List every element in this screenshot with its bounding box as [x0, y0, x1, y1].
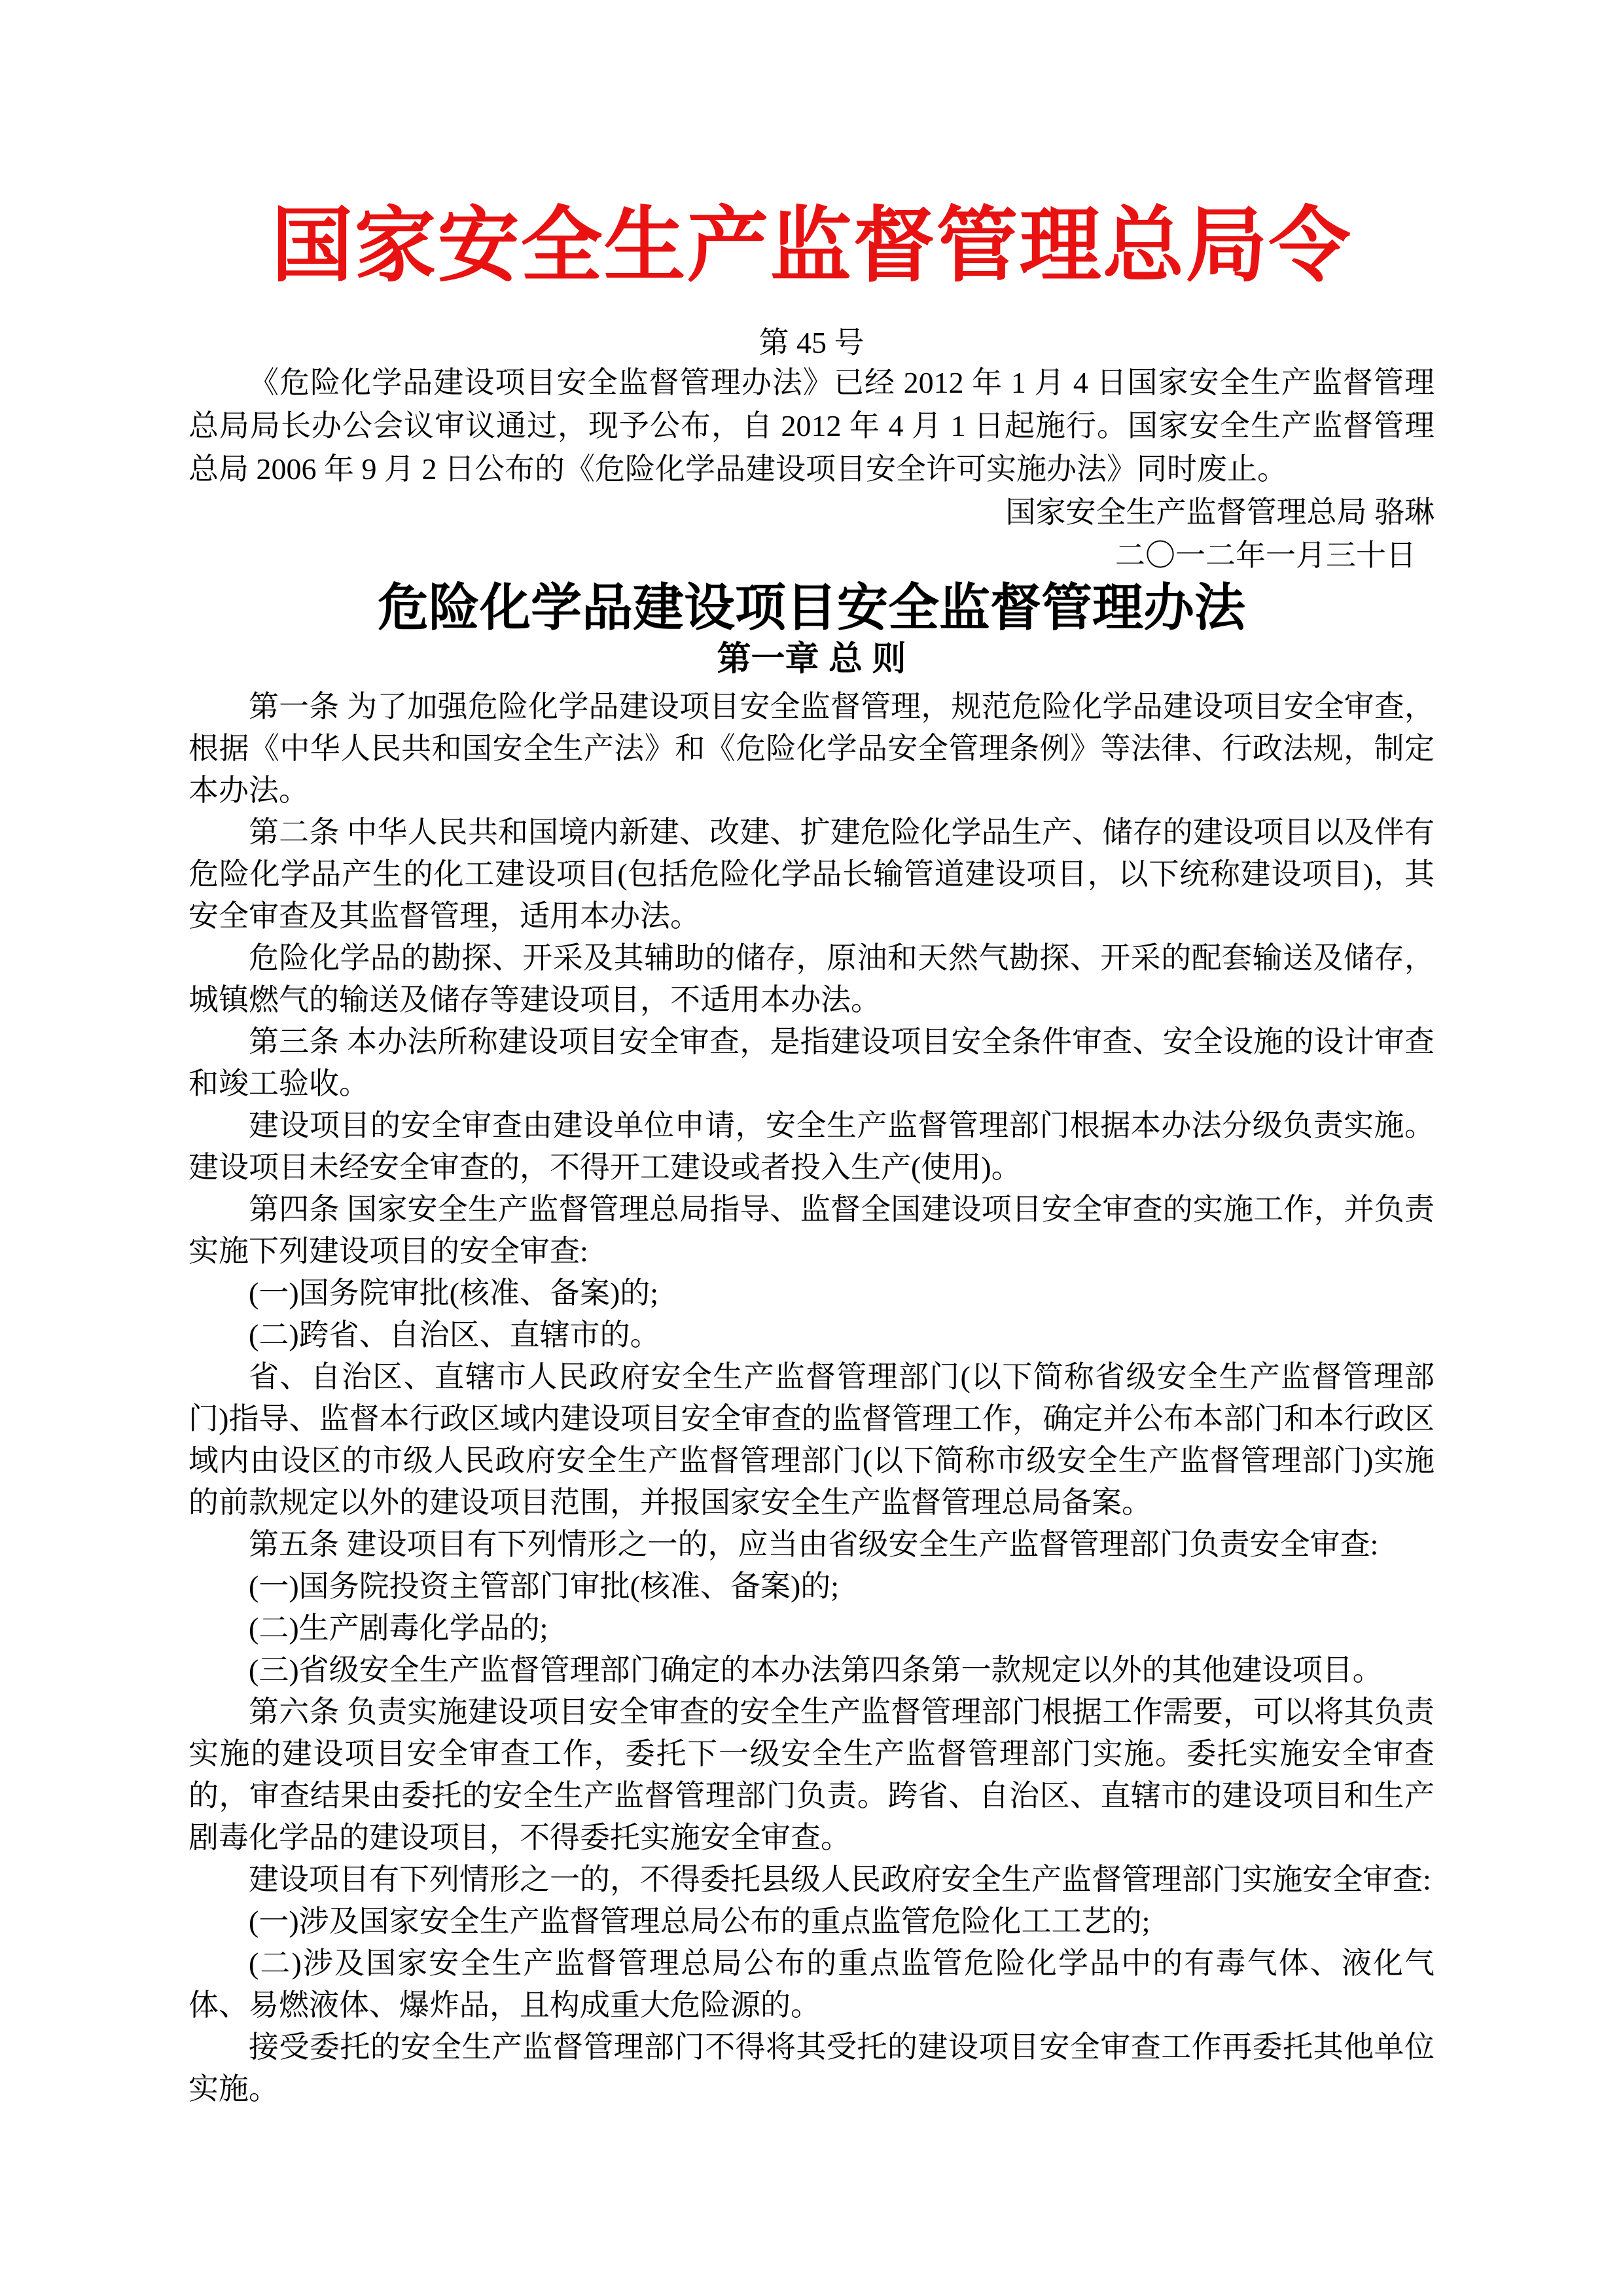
paragraph: 第六条 负责实施建设项目安全审查的安全生产监督管理部门根据工作需要，可以将其负责实施的建设项目安全审查工作，委托下一级安全生产监督管理部门实施。委托实施安全审查的，审查结果由委托的安全生产监督管理部门负责。跨省、自治区、直辖市的建设项目和生产剧毒化学品的建设项目，不得委托实施安全审查。 — [188, 1695, 1435, 1854]
paragraph: 建设项目有下列情形之一的，不得委托县级人民政府安全生产监督管理部门实施安全审查: — [249, 1863, 1431, 1896]
paragraph: 第三条 本办法所称建设项目安全审查，是指建设项目安全条件审查、安全设施的设计审查和竣工验收。 — [188, 1025, 1435, 1100]
paragraph: 省、自治区、直辖市人民政府安全生产监督管理部门(以下简称省级安全生产监督管理部门)指导、监督本行政区域内建设项目安全审查的监督管理工作，确定并公布本部门和本行政区域内由设区的市级人民政府安全生产监督管理部门(以下简称市级安全生产监督管理部门)实施的前款规定以外的建设项目范围，并报国家安全生产监督管理总局备案。 — [188, 1360, 1435, 1519]
paragraph: 第四条 国家安全生产监督管理总局指导、监督全国建设项目安全审查的实施工作，并负责实施下列建设项目的安全审查: — [188, 1193, 1435, 1268]
announcement-paragraph: 《危险化学品建设项目安全监督管理办法》已经 2012 年 1 月 4 日国家安全生产监督管理总局局长办公会议审议通过，现予公布，自 2012 年 4 月 1 日起施行。国家安全生产监督管理总局 2006 年 9 月 2 日公布的《危险化学品建设项目安全许可实施办法》同时废止。 — [188, 366, 1435, 486]
issue-date: 二〇一二年一月三十日 — [1115, 539, 1416, 572]
signature: 国家安全生产监督管理总局 骆琳 — [1005, 495, 1435, 529]
paragraph: (二)涉及国家安全生产监督管理总局公布的重点监管危险化学品中的有毒气体、液化气体、易燃液体、爆炸品，且构成重大危险源的。 — [188, 1946, 1435, 2022]
agency-order-title: 国家安全生产监督管理总局令 — [271, 202, 1352, 292]
paragraph: 建设项目的安全审查由建设单位申请，安全生产监督管理部门根据本办法分级负责实施。建设项目未经安全审查的，不得开工建设或者投入生产(使用)。 — [188, 1109, 1435, 1184]
order-number: 第 45 号 — [758, 326, 865, 359]
paragraph: 第一条 为了加强危险化学品建设项目安全监督管理，规范危险化学品建设项目安全审查，根据《中华人民共和国安全生产法》和《危险化学品安全管理条例》等法律、行政法规，制定本办法。 — [188, 690, 1435, 807]
paragraph: 危险化学品的勘探、开采及其辅助的储存，原油和天然气勘探、开采的配套输送及储存，城镇燃气的输送及储存等建设项目，不适用本办法。 — [188, 941, 1435, 1016]
paragraph: 接受委托的安全生产监督管理部门不得将其受托的建设项目安全审查工作再委托其他单位实施。 — [188, 2030, 1435, 2106]
paragraph: (二)生产剧毒化学品的; — [249, 1611, 548, 1645]
paragraph: 第二条 中华人民共和国境内新建、改建、扩建危险化学品生产、储存的建设项目以及伴有危险化学品产生的化工建设项目(包括危险化学品长输管道建设项目，以下统称建设项目)，其安全审查及其监督管理，适用本办法。 — [188, 816, 1435, 933]
paragraph: (一)国务院审批(核准、备案)的; — [249, 1276, 659, 1310]
paragraph: (二)跨省、自治区、直辖市的。 — [249, 1318, 660, 1352]
paragraph: (一)国务院投资主管部门审批(核准、备案)的; — [249, 1570, 840, 1603]
law-title: 危险化学品建设项目安全监督管理办法 — [377, 579, 1245, 636]
paragraph: (一)涉及国家安全生产监督管理总局公布的重点监管危险化工工艺的; — [249, 1905, 1150, 1938]
document-body — [188, 686, 1435, 2110]
paragraph: (三)省级安全生产监督管理部门确定的本办法第四条第一款规定以外的其他建设项目。 — [249, 1653, 1383, 1687]
paragraph: 第五条 建设项目有下列情形之一的，应当由省级安全生产监督管理部门负责安全审查: — [249, 1528, 1379, 1561]
chapter-heading: 第一章 总 则 — [717, 640, 906, 678]
